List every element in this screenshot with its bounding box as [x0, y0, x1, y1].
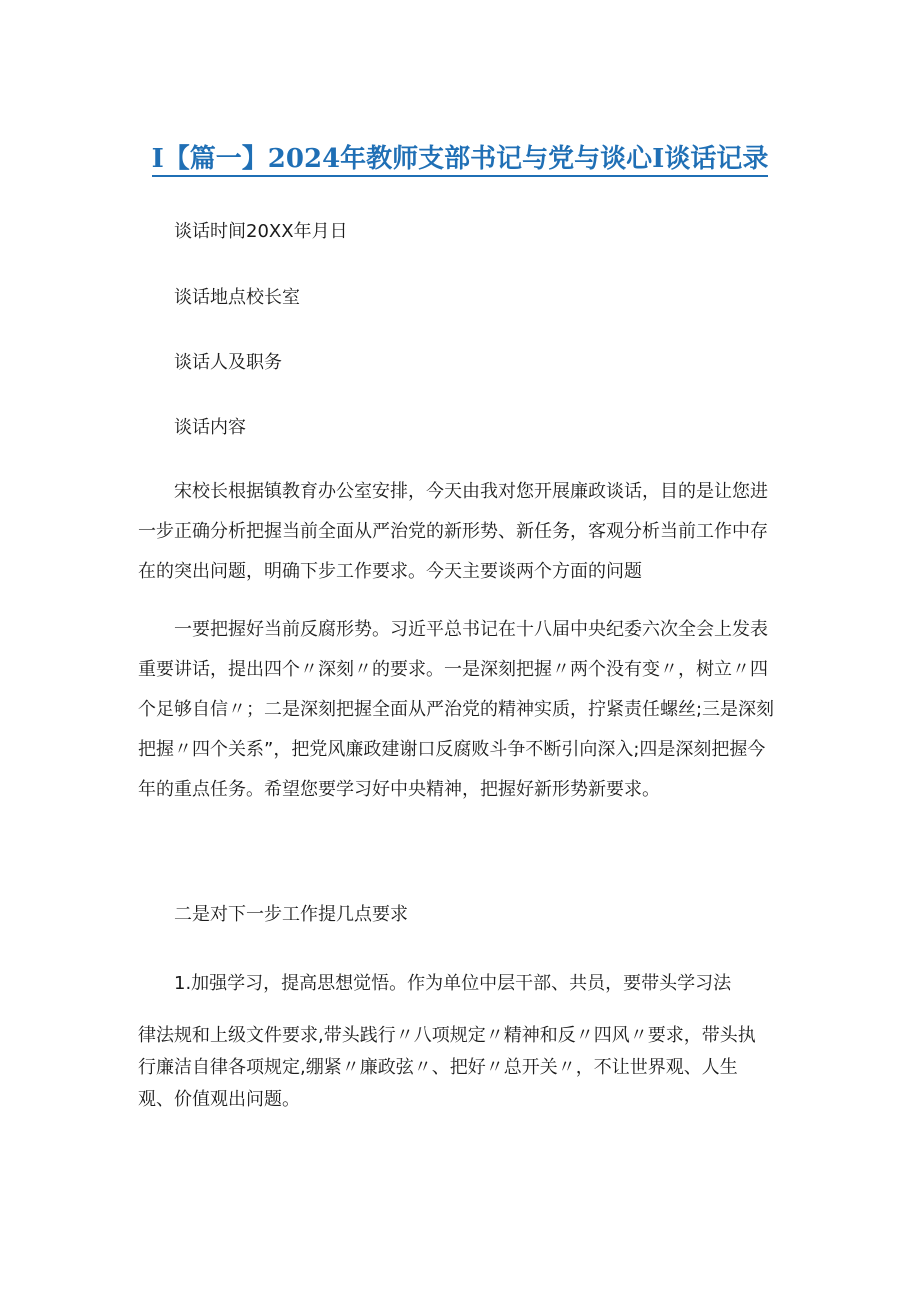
- paragraph-2-line: 重要讲话，提出四个〃深刻〃的要求。一是深刻把握〃两个没有变〃，树立〃四: [138, 659, 768, 680]
- talk-content-label: 谈话内容: [174, 417, 246, 438]
- item-1-line: 律法规和上级文件要求,带头践行〃八项规定〃精神和反〃四风〃要求，带头执: [138, 1025, 756, 1046]
- document-title-text: I【篇一】2024年教师支部书记与党与谈心I谈话记录: [152, 144, 769, 177]
- item-1-body: [138, 1020, 798, 1116]
- paragraph-1-line: 一步正确分析把握当前全面从严治党的新形势、新任务，客观分析当前工作中存: [138, 521, 768, 542]
- document-title: [0, 138, 920, 175]
- talk-time: 谈话时间20XX年月日: [174, 221, 348, 242]
- paragraph-1-line: 在的突出问题，明确下步工作要求。今天主要谈两个方面的问题: [138, 561, 642, 582]
- talk-person: 谈话人及职务: [174, 352, 282, 373]
- item-1-first-line: 1.加强学习，提高思想觉悟。作为单位中层干部、共员，要带头学习法: [174, 973, 732, 994]
- paragraph-1-line: 宋校长根据镇教育办公室安排，今天由我对您开展廉政谈话，目的是让您进: [174, 481, 768, 502]
- item-1-line: 观、价值观出问题。: [138, 1089, 300, 1110]
- paragraph-2-line: 年的重点任务。希望您要学习好中央精神，把握好新形势新要求。: [138, 779, 660, 800]
- paragraph-2: [138, 610, 798, 810]
- paragraph-2-line: 个足够自信〃；二是深刻把握全面从严治党的精神实质，拧紧责任螺丝;三是深刻: [138, 699, 775, 720]
- paragraph-1: [138, 472, 798, 592]
- paragraph-2-line: 把握〃四个关系”，把党风廉政建谢口反腐败斗争不断引向深入;四是深刻把握今: [138, 739, 766, 760]
- talk-place: 谈话地点校长室: [174, 287, 300, 308]
- paragraph-2-line: 一要把握好当前反腐形势。习近平总书记在十八届中央纪委六次全会上发表: [174, 619, 768, 640]
- item-1-line: 行廉洁自律各项规定,绷紧〃廉政弦〃、把好〃总开关〃，不让世界观、人生: [138, 1057, 738, 1078]
- section-2-heading: 二是对下一步工作提几点要求: [174, 904, 408, 925]
